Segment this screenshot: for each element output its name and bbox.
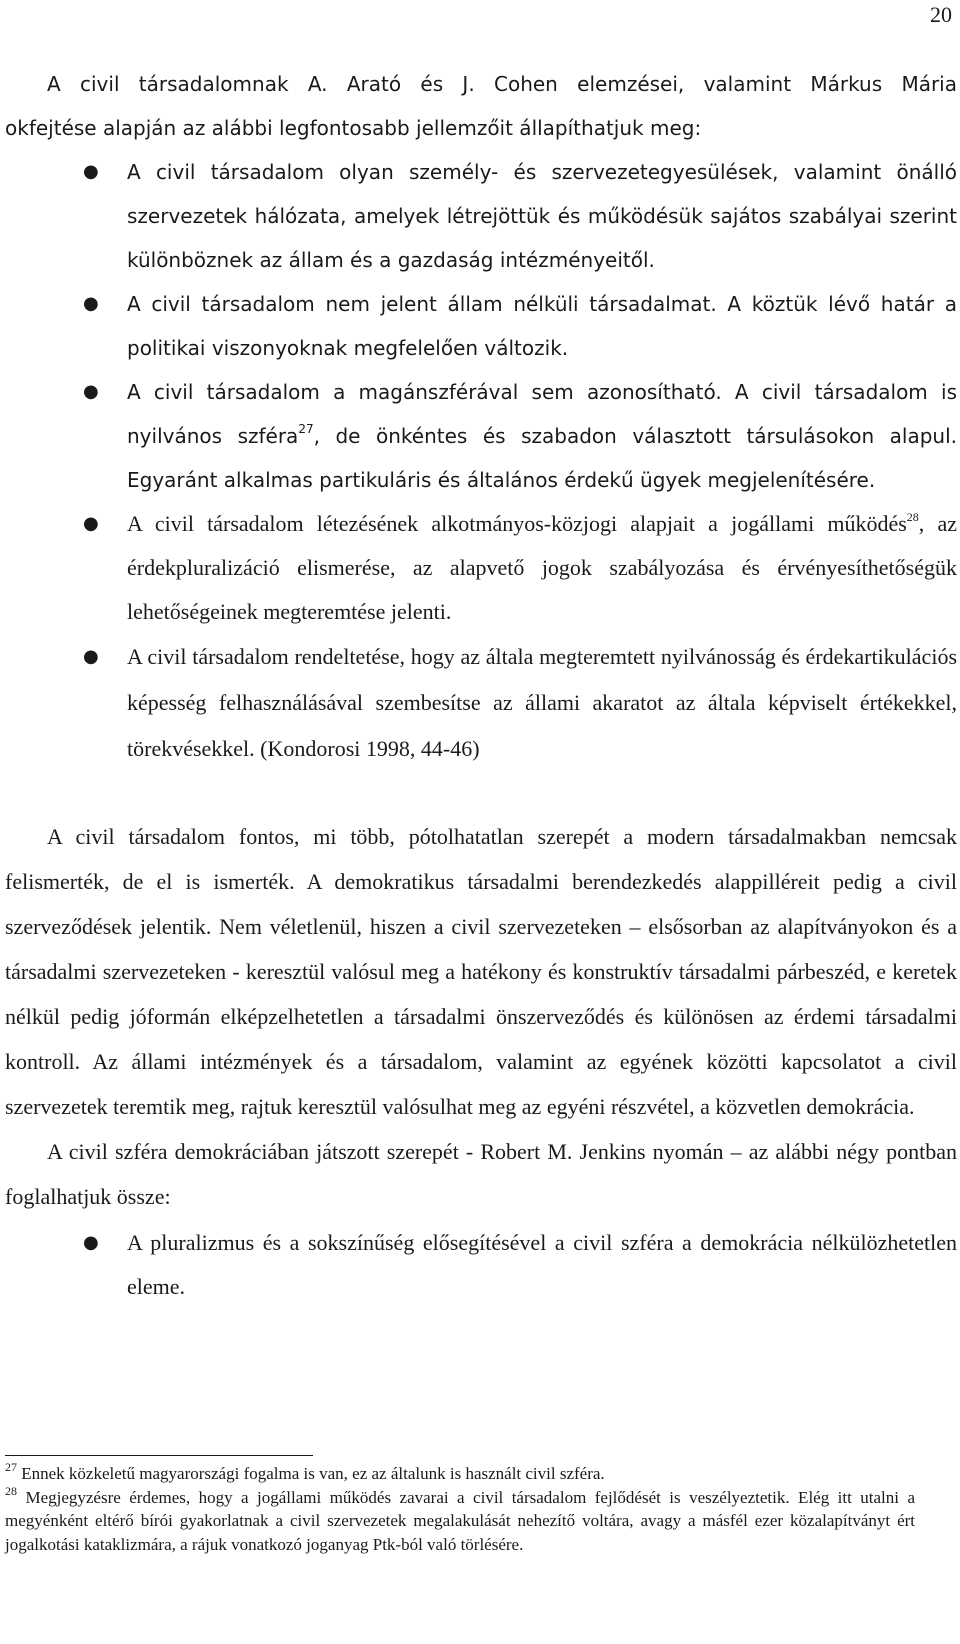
footnote-ref: 28 <box>906 510 919 524</box>
list-item-text: A civil társadalom olyan személy- és szervezetegyesülések, valamint önálló szervezetek hálózata, amelyek létrejöttük és működésük sajátos szabályai szerint különböznek az állam és a gazdaság intézményeitől. <box>127 160 957 272</box>
list-item-text: A civil társadalom a magánszférával sem azonosítható. A civil társadalom is nyilvános szféra <box>127 380 957 448</box>
bullet-icon: ● <box>83 646 99 667</box>
list-item-text-cont: , az érdekpluralizáció elismerése, az alapvető jogok szabályozása és érvényesíthetőségük lehetőségeinek megteremtése jelenti. <box>127 511 957 624</box>
footnote-mark: 27 <box>5 1460 17 1474</box>
list-item <box>5 150 957 282</box>
list-item <box>5 634 957 772</box>
list-item-text: A civil társadalom rendeltetése, hogy az általa megteremtett nyilvánosság és érdekartikulációs képesség felhasználásával szembesítse az állami akaratot az általa képviselt értékekkel, törekvésekkel. (Kondorosi 1998, 44-46) <box>127 644 957 761</box>
list-item <box>5 502 957 634</box>
page-number: 20 <box>930 2 952 27</box>
bullet-icon: ● <box>83 381 99 402</box>
list-item <box>5 282 957 370</box>
footnote-divider <box>5 1455 313 1456</box>
paragraph-1: A civil társadalom fontos, mi több, pótolhatatlan szerepét a modern társadalmakban nemcsak felismerték, de el is ismerték. A demokratikus társadalmi berendezkedés alappilléreit pedig a civil szerveződések jelentik. Nem véletlenül, hiszen a civil szervezeteken – elsősorban az alapítványokon és a társadalmi szervezeteken - keresztül valósul meg a hatékony és konstruktív társadalmi párbeszéd, e keretek nélkül pedig jóformán elképzelhetetlen a társadalmi önszerveződés és különösen az érdemi társadalmi kontroll. Az állami intézmények és a társadalom, valamint az egyének közötti kapcsolatot a civil szervezetek teremtik meg, rajtuk keresztül valósulhat meg az egyéni részvétel, a közvetlen demokrácia. <box>5 824 957 1119</box>
list-item-text-cont: , de önkéntes és szabadon választott társulásokon alapul. Egyaránt alkalmas partikuláris és általános érdekű ügyek megjelenítésére. <box>127 424 957 492</box>
intro-line-1: A civil társadalomnak A. Arató és J. Cohen elemzései, valamint Márkus Mária <box>47 72 957 96</box>
footnote-text: Megjegyzésre érdemes, hogy a jogállami működés zavarai a civil társadalom fejlődését is veszélyeztetik. Elég itt utalni a megyénként eltérő bírói gyakorlatnak a civil szervezetek megalakulását nehezítő voltára, avagy a másfél ezer közalapítványt ért jogalkotási kataklizmára, a rájuk vonatkozó joganyag Ptk-ból való törlésére. <box>5 1487 915 1554</box>
list-item <box>5 370 957 502</box>
list-item-text: A civil társadalom nem jelent állam nélküli társadalmat. A köztük lévő határ a politikai viszonyoknak megfelelően változik. <box>127 292 957 360</box>
list-item-text: A pluralizmus és a sokszínűség elősegítésével a civil szféra a demokrácia nélkülözhetetlen eleme. <box>127 1230 957 1299</box>
footnote-ref: 27 <box>298 422 314 436</box>
bullet-icon: ● <box>83 513 99 534</box>
footnote <box>5 1462 915 1486</box>
list-item <box>5 1221 957 1309</box>
list-item-text: A civil társadalom létezésének alkotmányos-közjogi alapjait a jogállami működés <box>127 511 907 536</box>
footnote <box>5 1483 915 1557</box>
footnote-mark: 28 <box>5 1483 17 1498</box>
footnote-text: Ennek közkeletű magyarországi fogalma is van, ez az általunk is használt civil szféra. <box>21 1464 605 1483</box>
bullet-icon: ● <box>83 161 99 182</box>
bullet-icon: ● <box>83 1232 99 1253</box>
paragraph-2: A civil szféra demokráciában játszott szerepét - Robert M. Jenkins nyomán – az alábbi négy pontban foglalhatjuk össze: <box>5 1139 957 1209</box>
bullet-icon: ● <box>83 293 99 314</box>
footnotes <box>5 1462 915 1556</box>
main-text <box>5 62 957 1309</box>
characteristics-list <box>5 150 957 772</box>
intro-line-2: okfejtése alapján az alábbi legfontosabb jellemzőit állapíthatjuk meg: <box>5 116 702 140</box>
roles-list <box>5 1221 957 1309</box>
